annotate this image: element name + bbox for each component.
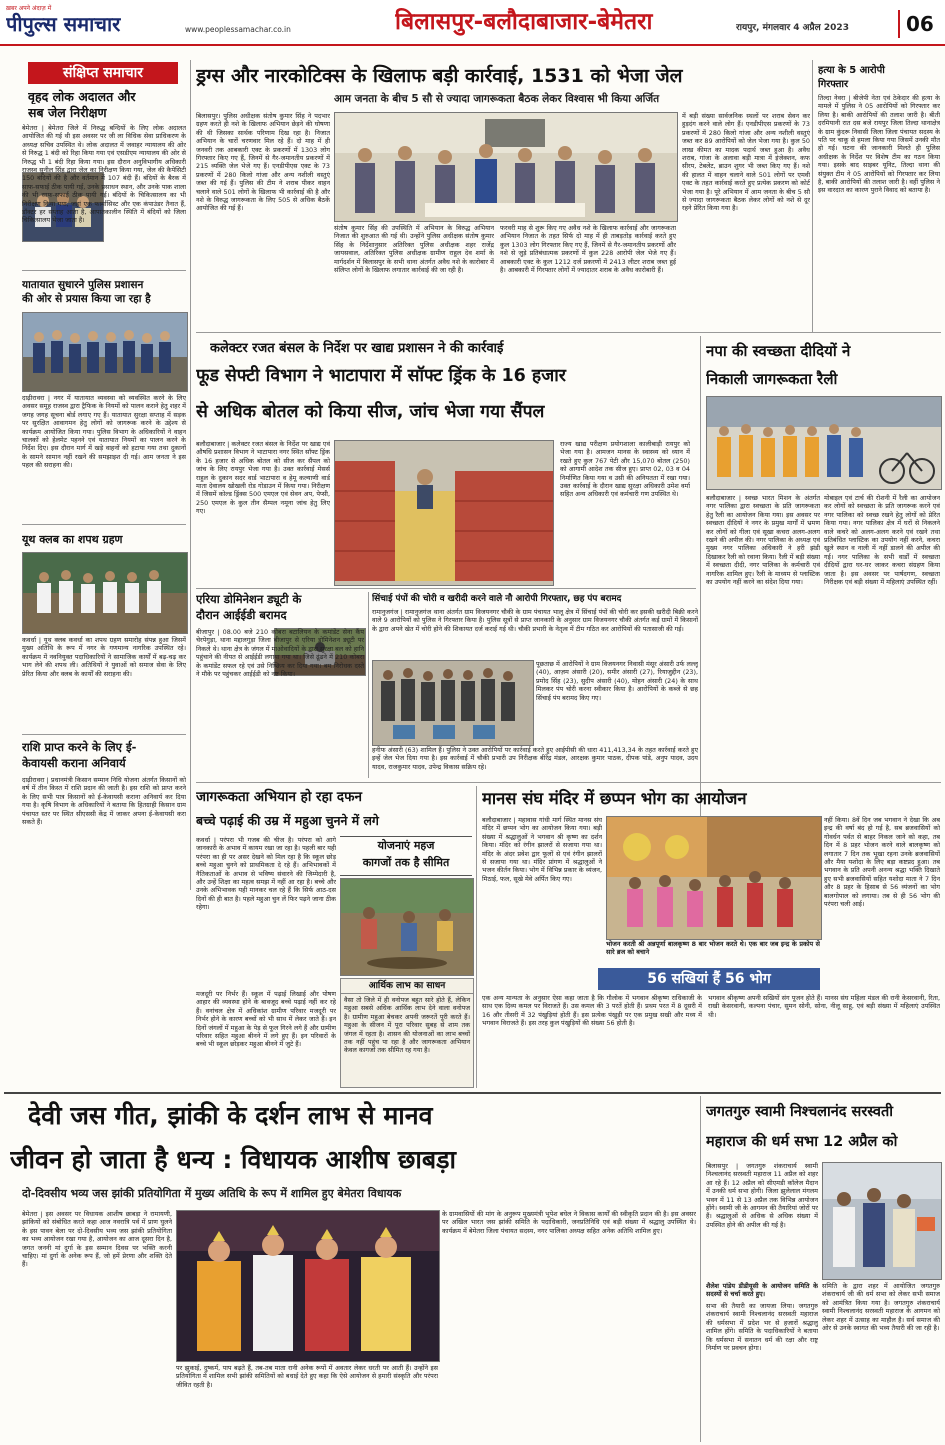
column-divider [368,592,369,778]
brief2-photo [22,312,188,392]
food-photo-svg [335,441,553,585]
food-col1: बलौदाबाजार | कलेक्टर रजत बंसल के निर्देश पर खाद्य एवं औषधि प्रशासन विभाग ने भाटापारा नगर स्थित सॉफ्ट ड्रिंक के 16 हजार से अधिक बोतल को सीज कर सैंपल को जांच के लिए रायपुर भेजा गया है। उक्त कार्रवाई मेसर्स राहुल के दुकान सदर वार्ड भाटापारा व हेमू कल्याणी वार्ड माता देवालय खोखली रोड गोडाउन में किया गया। निरीक्षण में जिसमें कोल्ड ड्रिंक्स 500 एमएल एवं सेवन अप, पेप्सी, 250 एमएल के कुल तीन सैम्पल नमूना जांच हेतु लिए गए। [196,440,330,516]
divider [22,270,186,271]
awareness-col2: मजदूरी पर निर्भर हैं। स्कूल में पढ़ाई लिखाई और पोषण आहार की व्यवस्था होने के बावजूद बच्चे पढ़ाई नहीं कर रहे हैं। वनांचल क्षेत्र में अधिकांश ग्रामीण परिवार मजदूरी पर निर्भर होने के कारण बच्चों को भी साथ में लेकर जाते हैं। इन दिनों जंगलों में महुआ के पेड़ से फूल गिरने लगे हैं और ग्रामीण परिवार सहित महुआ बीनने में लगे हुए हैं। इन परिवारों के बच्चे भी स्कूल छोड़कर महुआ बीनने में जुटे हैं। [196,990,336,1049]
column-divider [190,60,191,890]
brief3-photo [22,552,188,634]
website-url: www.peoplessamachar.co.in [185,25,291,34]
devi-col1: बेमेतरा | इस अवसर पर विधायक आशीष छाबड़ा ने रामायणी, झांकियों को संबोधित करते कहा आज नवरात्रि पर्व में प्राण घुलने के इस पावन बेला पर दो-दिवसीय भव्य जस झांकी प्रतियोगिता का भव्य आयोजन रखा गया है, आयोजन का आज दूसरा दिन है, जगत जननी मां दुर्गा के इस सम्मान दिवस पर भक्ति करनी चाहिए। मां दुर्गा के अनेक रूप हैं, जो हमें प्रेरणा और शक्ति देते हैं। [22,1210,172,1269]
brief2-headline-l2: की ओर से प्रयास किया जा रहा है [22,293,151,305]
column-divider [476,786,477,1088]
jagatguru-headline-l2: महाराज की धर्म सभा 12 अप्रैल को [706,1134,898,1150]
napa-col1: बलौदाबाजार | स्वच्छ भारत मिशन के अंतर्गत नगर पालिका द्वारा स्वच्छता के प्रति जागरूकता हेतु रैली का आयोजन किया गया। इस अवसर पर स्वच्छता दीदियों ने नगर के प्रमुख मार्गों में भ्रमण कर लोगों को गीला एवं सूखा कचरा अलग-अलग रखने की अपील की। नगर पालिका के अध्यक्ष एवं मुख्य नगर पालिका अधिकारी ने हरी झंडी दिखाकर रैली को रवाना किया। रैली में बड़ी संख्या में स्वच्छता दीदी, नगर पालिका के कर्मचारी एवं नागरिक शामिल हुए। रैली के माध्यम से प्लास्टिक का उपयोग नहीं करने का संदेश दिया गया। [706,494,820,587]
manas-col3: नहीं किया। 8वें दिन जब भगवान ने देखा कि अब इन्द्र की वर्षा बंद हो गई है, सब ब्रजवासियों को गोवर्धन पर्वत से बाहर निकल जाने को कहा, तब दिन में 8 प्रहर भोजन करने वाले बालकृष्ण को लगातार 7 दिन तक भूखा रहना उनके ब्रजवासियों और मैया यशोदा के लिए बड़ा कष्टप्रद हुआ। तब भगवान के प्रति अपनी अनन्य श्रद्धा भक्ति दिखाते हुए सभी ब्रजवासियों सहित यशोदा माता ने 7 दिन और 8 प्रहर के हिसाब से 56 व्यंजनों का भोग बालगोपाल को लगाया। तब से ही 56 भोग की परंपरा चली आई। [824,816,940,909]
brief3-body: कवर्धा | यूथ क्लब कवर्धा का शपथ ग्रहण समारोह संपन्न हुआ जिसमें मुख्य अतिथि के रूप में नगर के गणमान्य नागरिक उपस्थित रहे। कार्यक्रम में नवनियुक्त पदाधिकारियों ने सामाजिक कार्यों में बढ़-चढ़ कर भाग लेने की शपथ ली। अतिथियों ने युवाओं को समाज सेवा के लिए प्रेरित किया और क्लब के कार्यों की सराहना की। [22,636,186,678]
devi-subheadline: दो-दिवसीय भव्य जस झांकी प्रतियोगिता में मुख्य अतिथि के रूप में शामिल हुए बेमेतरा विधायक [22,1187,402,1200]
awareness-kicker: जागरूकता अभियान हो रहा दफन [196,789,363,805]
food-photo [334,440,554,586]
jagatguru-photo-caption: शैलेश पांडेय डीडीयूसी के आयोजन समिति के सदस्यों से चर्चा करते हुए। [706,1282,818,1299]
irrigation-photo [372,660,534,746]
brief4-body: दाढ़ीरावरा | प्रधानमंत्री किसान सम्मान निधि योजना अंतर्गत किसानों को वर्ष में तीन किस्त में राशि प्रदान की जाती है। इस राशि को प्राप्त करने के लिए सभी पात्र किसानों को ई-केवायसी कराना अनिवार्य कर दिया गया है। कृषि विभाग के अधिकारियों ने बताया कि हितग्राही किसान ग्राम पंचायत स्तर पर स्थित सीएससी केंद्र में जाकर अपना ई-केवायसी करा सकते हैं। [22,776,186,827]
irrigation-col3: पूछताछ में आरोपियों ने ग्राम विजयनगर निवासी मंसूर अंसारी उर्फ लल्लू (40), आज़म अंसारी (20), समीर अंसारी (27), रियाजुद्दीन (23), प्रमोद सिंह (23), सुदीप अंसारी (40), मोहन अंसारी (24) के साथ मिलकर पंप चोरी करना स्वीकार किया है। आरोपियों के कब्जे से छह सिंचाई पंप बरामद किए गए। [536,660,698,702]
area-body: बीजापुर | 08.00 बजे 210 कोबरा बटालियन के कमांडेंट सेना कैंप चेरपेगुड़ा, थाना मद्दालगुड़ा जिला बीजापुर से एरिया डोमिनेशन ड्यूटी पर निकले थे। थाना क्षेत्र के जंगल में माओवादियों के द्वारा सुरक्षा बल को हानि पहुंचाने की नीयत से आईईडी लगाया गया था। जिसे ढूंढने में 210 कोबरा के कमांडेंट सफल रहे एवं उसे निष्क्रिय कर दिया गया। बम निरोधक दस्ते ने मौके पर पहुंचकर आईईडी को नष्ट किया। [196,628,364,679]
lead-headline: ड्रग्स और नारकोटिक्स के खिलाफ बड़ी कार्रवाई, 1531 को भेजा जेल [196,65,683,87]
awareness-headline: बच्चे पढ़ाई की उम्र में महुआ चुनने में लगे [196,813,379,828]
masthead-logo [6,4,176,40]
box-title: आर्थिक लाभ का साधन [341,979,473,994]
irrigation-headline: सिंचाई पंपों की चोरी व खरीदी करने वाले नौ आरोपी गिरफ्तार, छह पंप बरामद [372,594,622,604]
awareness-col1: कवर्धा | परंपरा भी गजब की चीज है। परंपरा को आगे जानकारी के अभाव में कायम रखा जा रहा है। पहली बार यही परंपरा का ही पर असर देखने को मिल रहा है कि स्कूल छोड़ बच्चे महुआ चुनने को प्राथमिकता दे रहे हैं। अभिभावकों में नैतिकताओं के अभाव से भविष्य संवारने की जिम्मेदारी है, और उन्हें शिक्षा का महत्व समझ में नहीं आ रहा है। बच्चे और उनके अभिभावक यही मानकर चल रहे हैं कि सिर्फ आठ-दस दिनों की ही बात है। पहले महुआ चुन लें फिर पढ़ने जाना ठीक रहेगा। [196,836,336,912]
brief1-body: बेमेतरा | बेमेतरा जिले में निरुद्ध बन्दियों के लिए लोक अदालत आयोजित की गई थी इस अवसर पर जी ला विधिक सेवा प्राधिकरण के अध्यक्ष सचिव उपस्थित थे। लोक अदालत में जवाहर न्यायालय की ओर से निरुद्ध 1 बंदी को रिहा किया गया एवं एसडीएम न्यायालय की ओर से निरुद्ध भी 1 बंदी रिहा किया गया। इस दौरान अनुविभागीय अधिकारी राजस्व सुनील सिंह द्वारा जेल का निरीक्षण किया गया, जेल की कैपेसिटी 150 बंदियों की है और वर्तमान में 107 बंदी हैं। बंदियों के बैरक में साफ-सफाई ठीक पायी गई, उनके प्रसाधन स्थान, और उनके पाक शाला की भी साफ-सफाई ठीक पायी गई। बंदियों के चिकित्सालय का भी निरीक्षण किया गया, जहां एक फार्मासिस्ट और एक कंपाउंडर तैनात हैं, डॉक्टर हर सप्ताह आता है, आपातकालीन स्थिति में बंदियों को जिला चिकित्सालय भेजा जाता है। [22,124,186,225]
awareness-photo [340,878,474,976]
napa-headline-l2: निकाली जागरूकता रैली [706,370,838,388]
manas-col3b: भगवान श्रीकृष्ण अपनी सखियों संग पूजन होते हैं। मानस संघ महिला मंडल की रानी केसरवानी, रिता, राखी केसरवानी, कल्पना पंचार, सुमन सोनी, सोना, नीलू साहू, एवं बड़ी संख्या में महिलाएं उपस्थित थी। [708,994,940,1019]
edition-title: बिलासपुर-बलौदाबाजार-बेमेतरा [395,9,653,35]
area-headline-l1: एरिया डोमिनेशन ड्यूटी के [196,592,302,606]
irrigation-col1: रामानुजगंज | रामानुजगंज थाना अंतर्गत ग्राम विजयनगर चौकी के ग्राम पंचायत भालू क्षेत्र में सिंचाई पंपों की चोरी कर इसकी खरीदी बिक्री करने वाले 9 आरोपियों को पुलिस ने गिरफ्तार किया है। पुलिस सूत्रों से प्राप्त जानकारी के अनुसार ग्राम विजयनगर चौकी अंतर्गत कई ग्रामों में किसानों के द्वारा अपने खेत में चोरी होने की शिकायत दर्ज कराई गई थी। चौकी प्रभारी के नेतृत्व में टीम गठित कर आरोपियों की पतासाजी की गई। [372,608,698,633]
jagatguru-col1: बिलासपुर | जगतगुरु शंकराचार्य स्वामी निश्चलानंद सरस्वती महाराज 11 अप्रैल को शहर आ रहे हैं। 12 अप्रैल को सीएमडी कॉलेज मैदान में उनकी धर्म सभा होगी। जिला झुलेलाल मंगलम भवन में 11 से 13 अप्रैल तक विभिन्न आयोजन होंगे। स्वामी जी के आगमन की तैयारियां जोरों पर हैं। श्रद्धालुओं से अधिक से अधिक संख्या में उपस्थित होने की अपील की गई है। [706,1162,818,1229]
divider [4,1092,941,1094]
food-kicker: कलेक्टर रजत बंसल के निर्देश पर खाद्य प्रशासन ने की कार्रवाई [210,341,504,356]
awareness-box [340,978,474,1088]
manas-col1: बलौदाबाजार | महावास गांधी मार्ग स्थित मानस संघ मंदिर में छप्पन भोग का आयोजन किया गया। बड़ी संख्या में श्रद्धालुओं ने भगवान श्री कृष्ण का दर्शन किया। मंदिर को रंगीन झालरों से सजाया गया था। मंदिर के अंदर प्रवेश द्वार फूलों से एवं रंगीन झालरों से सजाया गया था। मंदिर प्रांगण में श्रद्धालुओं ने भजन कीर्तन किया। भोग में विभिन्न प्रकार के व्यंजन, मिठाई, फल, सूखे मेवे अर्पित किए गए। [482,816,602,883]
brief2-photo-svg [23,313,187,391]
food-col2: राज्य खाद्य परीक्षण प्रयोगशाला कालीबाड़ी रायपुर को भेजा गया है। आमजन मानस के स्वास्थ्य को ध्यान में रखते हुए कुल 767 पेटी और 15,070 बोतल (250) को आगामी आदेश तक सीज हुए। प्राप्त 02, 03 व 04 निर्माणित किया गया व उसी की अनियतता में रखा गया। उक्त कार्रवाई के दौरान खाद्य सुरक्षा अधिकारी उमेश वर्मा सहित अन्य अधिकारी एवं कर्मचारी गण उपस्थित थे। [560,440,690,499]
jagatguru-headline-l1: जगतगुरु स्वामी निश्चलानंद सरस्वती [706,1104,894,1120]
napa-col2: मोबाइल एवं टार्च की रोशनी में रैली का आयोजन कर लोगों को स्वच्छता के प्रति जागरूक करने एवं नगर पालिका को स्वच्छ रखने हेतु लोगों को प्रेरित किया गया। नगर पालिका क्षेत्र में घरों से निकलने वाले कचरे को अलग-अलग करने एवं रखने तथा प्रतिबंधित प्लास्टिक का उपयोग नहीं करने, कचरा खुले स्थान व नाली में नहीं डालने की अपील की गई। नगर पालिका के सभी वार्डों में स्वच्छता दीदियों द्वारा घर-घर जाकर कचरा संग्रहण किया जाता है। इस अवसर पर पार्षदगण, स्वच्छता निरीक्षक एवं बड़ी संख्या में महिलाएं उपस्थित रहीं। [824,494,940,587]
brief1-headline-l2: सब जेल निरीक्षण [28,105,107,120]
devi-col2: पर झुकाई, दुष्कर्म, पाप बढ़ते हैं, तब-तब माता रानी अनेक रूपों में अवतार लेकर धरती पर आती हैं। उन्होंने इस प्रतियोगिता में शामिल सभी झांकी समितियों को बधाई देते हुए कहा कि ऐसे आयोजन से हमारी संस्कृति और परंपरा जीवित रहती है। [176,1364,438,1389]
murder-headline-l1: हत्या के 5 आरोपी [818,65,885,76]
lead-col3: फरवरी माह से शुरू किए गए अवैध नशे के खिलाफ कार्रवाई और जागरूकता अभियान निजात के तहत सिर्फ दो माह में ही ताबड़तोड़ कार्रवाई करते हुए कुल 1303 लोग गिरफ्तार किए गए हैं, जिनमें से गैर-जमानतीय प्रकरणों और नशे से जुड़े प्रतिबंधात्मक प्रकरणों में कुल 228 आरोपी जेल भेजे गए हैं। आबकारी एक्ट के कुल 1212 दर्ज प्रकरणों में 2413 लीटर शराब जब्त हुई है। आबकारी में गिरफ्तार लोगों में ज्यादातर शराब के अवैध कारोबारी हैं। [500,224,676,275]
lead-photo-svg [335,113,677,221]
devi-col3: के ग्रामवासियों की मांग के अनुरूप मुख्यमंत्री भूपेश बघेल ने विकास कार्यों की स्वीकृति प्रदान की है। इस अवसर पर अखिल भारत जस झांकी समिति के पदाधिकारी, जनप्रतिनिधि एवं बड़ी संख्या में श्रद्धालु उपस्थित थे। कार्यक्रम में बेमेतरा जिला पंचायत सदस्य, नगर पालिका अध्यक्ष सहित अनेक अतिथि शामिल हुए। [442,1210,696,1235]
awareness-photo-svg [341,879,473,975]
manas-photo [606,816,822,940]
napa-photo-svg [707,397,941,489]
jagatguru-photo-svg [823,1163,941,1279]
issue-date: रायपुर, मंगलवार 4 अप्रैल 2023 [736,23,849,33]
devi-photo [176,1210,440,1362]
manas-col1b: एक अन्य मान्यता के अनुसार ऐसा कहा जाता है कि गौलोक में भगवान श्रीकृष्ण राधिकाजी के साथ एक दिव्य कमल पर विराजते हैं। उस कमल की 3 परतें होती हैं। प्रथम परत में 8 दूसरी में 16 और तीसरी में 32 पंखुड़ियां होती हैं। इस प्रत्येक पंखुड़ी पर एक प्रमुख सखी और मध्य में भगवान विराजते हैं। इस तरह कुल पंखुड़ियों की संख्या 56 होती है। [482,994,702,1028]
lead-photo [334,112,678,222]
divider [196,588,696,589]
area-headline-l2: दौरान आईईडी बरामद [196,608,287,622]
brief1-headline-l1: वृहद लोक अदालत और [28,89,136,104]
logo-text: पीपुल्स समाचार [6,12,121,36]
manas-headline: मानस संघ मंदिर में छप्पन भोग का आयोजन [482,789,747,808]
divider [22,734,186,735]
irrigation-col2: हनीफ अंसारी (63) शामिल हैं। पुलिस ने उक्त आरोपियों पर कार्रवाई करते हुए आईपीसी की धारा 411,413,34 के तहत कार्रवाई करते हुए इन्हें जेल भेज दिया गया है। इस कार्रवाई में चौकी प्रभारी उप निरीक्षक बीरेंद्र मंडल, आरक्षक कुमार पाठक, दीपक पांडे, अनुप यादव, उदय यादव, राजकुमार यादव, उपेन्द्र विकास सक्रिय रहे। [372,746,698,771]
food-headline-l1: फूड सेफ्टी विभाग ने भाटापारा में सॉफ्ट ड्रिंक के 16 हजार [196,366,566,386]
box-body: वैसा तो जिले में ही वनोपज बहुत सारे होते हैं, लेकिन महुआ सबसे अधिक आर्थिक लाभ देने वाला वनोपज है। ग्रामीण महुआ बेचकर अपनी जरूरतें पूरी करते हैं। महुआ के सीजन में पूरा परिवार सुबह से शाम तक जंगल में रहता है। शासन की योजनाओं का लाभ बच्चों तक नहीं पहुंच पा रहा है और जागरूकता अभियान केवल कागजों तक सीमित रह गया है। [344,996,470,1055]
irrigation-photo-svg [373,661,533,745]
column-divider [812,60,813,332]
brief-section-title: संक्षिप्त समाचार [28,62,178,84]
devi-photo-svg [177,1211,439,1361]
awareness-quote [340,836,472,876]
napa-photo [706,396,942,490]
devi-headline-l2: जीवन हो जाता है धन्य : विधायक आशीष छाबड़ा [10,1145,456,1174]
divider [22,524,186,525]
manas-photo-caption: भोजन करती श्री अन्नपूर्णा बालकृष्ण 8 बार भोजन करते थे। एक बार जब इन्द्र के प्रकोप से सारे ब्रज को बचाने [606,940,820,957]
lead-col4: में बड़ी संख्या सार्वजनिक स्थलों पर शराब सेवन कर हुड़दंग करने वाले लोग हैं। एनडीपीएस प्रकरणों के 73 प्रकरणों में 280 किलो गांजा और अन्य नशीली वस्तुएं जब्त कर 89 आरोपियों को जेल भेजा गया है। कुल 50 लाख कीमत का मादक पदार्थ जब्त हुआ है। अवैध शराब, गांजा के अलावा बड़ी मात्रा में इंजेक्शन, कफ सीरप, टेबलेट, ब्राउन शुगर भी जब्त किए गए हैं। नशे की हालत में वाहन चलाने वाले 501 लोगों पर एमवी एक्ट के तहत कार्रवाई करते हुए प्रत्येक प्रकरण को कोर्ट भेजा गया है। पूरे अभियान में आम जनता के बीच 5 सौ से ज्यादा जागरूकता बैठक लेकर लोगों को नशे से दूर रहने प्रेरित किया गया है। [682,112,810,213]
quote-line1: योजनाएं महज [377,839,435,852]
brief2-body: दाढ़ीरावरा | नगर में यातायात व्यवस्था को व्यवस्थित करने के लिए अवसर समूह राजस्व द्वारा ट्रैफिक के नियमों को पालन कराने हेतु शहर में जगह जगह सूचना बोर्ड लगाए गए हैं। यातायात सुरक्षा सप्ताह में सड़क पर सुरक्षित आवागमन हेतु लोगों को जागरूक करने के उद्देश्य से कार्यक्रम आयोजित किया गया। पुलिस विभाग के अधिकारियों ने वाहन चालकों को हेलमेट पहनने एवं यातायात नियमों का पालन करने के निर्देश दिए। इस दौरान मार्ग में खड़े वाहनों को हटाया गया तथा दुकानों के सामने सामान नहीं रखने की समझाइश दी गई। आम जनता ने इस पहल की सराहना की। [22,394,186,470]
divider [196,782,941,783]
lead-col1: बिलासपुर। पुलिस अधीक्षक संतोष कुमार सिंह ने पदभार ग्रहण करते ही नशे के खिलाफ अभियान छेड़ने की घोषणा की थी जिसका सार्थक परिणाम दिख रहा है। निजात अभियान के चारों चरणवार मिल रहे हैं। दो माह में ही जनवरी तक आबकारी एक्ट के प्रकरणों में 1303 लोग गिरफ्तार किए गए हैं, जिनमें से गैर-जमानतीय प्रकरणों में 215 व्यक्ति जेल भेजे गए हैं। एनडीपीएस एक्ट के 73 प्रकरणों में 280 किलो गांजा और अन्य नशीली वस्तुएं जब्त की गई हैं। पुलिस की टीम ने शराब पीकर वाहन चलाने वाले 501 लोगों के खिलाफ भी कार्रवाई की है और नशे के विरुद्ध जागरूकता के लिए 505 से अधिक बैठकें आयोजित की गई हैं। [196,112,330,213]
jagatguru-col3: समिति के द्वारा शहर में आयोजित जगतगुरु शंकराचार्य जी की धर्म सभा को लेकर सभी समाज को आमंत्रित किया गया है। जगतगुरु शंकराचार्य स्वामी निश्चलानंद सरस्वती महाराज के आगमन को लेकर शहर में उत्साह का माहौल है। सर्व समाज की ओर से उनके स्वागत की भव्य तैयारी की जा रही है। [822,1282,940,1333]
manas-photo-svg [607,817,821,939]
jagatguru-photo [822,1162,942,1280]
murder-body: तिल्दा नेवरा | बीजेपी नेता एवं ठेकेदार की हत्या के मामले में पुलिस ने 05 आरोपियों को गिरफ्तार कर लिया है। बाकी आरोपियों की तलाश जारी है। बीती दरमियानी रात दस बजे रायपुर जिला तिल्दा थानाक्षेत्र के ग्राम कुंदरू निवासी जिला जिला पंचायत सदस्य के पति पर चाकू से हमला किया गया जिसमें उनकी मौत हो गई। घटना की जानकारी मिलते ही पुलिस अधीक्षक के निर्देश पर विशेष टीम का गठन किया गया। इसके बाद साइबर यूनिट, तिल्दा थाना की संयुक्त टीम ने 05 आरोपियों को गिरफ्तार कर लिया है, बाकी आरोपियों की तलाश जारी है। वहीं पुलिस ने इस वारदात का कारण पुराने विवाद को बताया है। [818,94,940,195]
brief4-headline-l2: केवायसी कराना अनिवार्य [22,756,126,770]
manas-subheadline: 56 सखियां हैं 56 भोग [598,968,820,990]
napa-headline-l1: नपा की स्वच्छता दीदियों ने [706,342,851,360]
page-number: 06 [898,10,945,38]
lead-col2: संतोष कुमार सिंह की उपस्थिति में अभियान के विरुद्ध अभियान निजात की शुरुआत की गई थी। उन्होंने पुलिस अधीक्षक संतोष कुमार सिंह के निर्देशानुसार अतिरिक्त पुलिस अधीक्षक शहर राजेंद्र जायसवाल, अतिरिक्त पुलिस अधीक्षक ग्रामीण राहुल देव शर्मा के मार्गदर्शन में बिलासपुर के सभी थाना अंतर्गत अवैध नशे के कारोबार में संलिप्त लोगों के खिलाफ लगातार कार्रवाई की जा रही है। [334,224,494,275]
brief4-headline-l1: राशि प्राप्त करने के लिए ई- [22,740,137,754]
brief3-photo-svg [23,553,187,633]
brief2-headline-l1: यातायात सुधारने पुलिस प्रशासन [22,279,144,291]
brief3-headline: यूथ क्लब का शपथ ग्रहण [22,533,123,546]
devi-headline-l1: देवी जस गीत, झांकी के दर्शन लाभ से मानव [28,1101,433,1130]
lead-subheadline: आम जनता के बीच 5 सौ से ज्यादा जागरूकता बैठक लेकर विश्वास भी किया अर्जित [334,93,660,105]
column-divider [700,1096,701,1442]
murder-headline-l2: गिरफ्तार [818,79,849,90]
logo-tagline: ख़बर अपने अंदाज़ में [6,5,52,12]
jagatguru-col2: सभा की तैयारी का जायजा लिया। जगतगुरु शंकराचार्य स्वामी निश्चलानंद सरस्वती महाराज की धर्मसभा में प्रदेश भर से हजारों श्रद्धालु शामिल होंगे। समिति के पदाधिकारियों ने बताया कि धर्मसभा में सनातन धर्म की रक्षा और राष्ट्र निर्माण पर प्रवचन होगा। [706,1302,818,1353]
manas-col1-extra [482,940,602,1002]
food-headline-l2: से अधिक बोतल को किया सीज, जांच भेजा गया सैंपल [196,402,545,422]
quote-line2: कागजों तक है सीमित [362,856,450,869]
divider [196,332,941,333]
